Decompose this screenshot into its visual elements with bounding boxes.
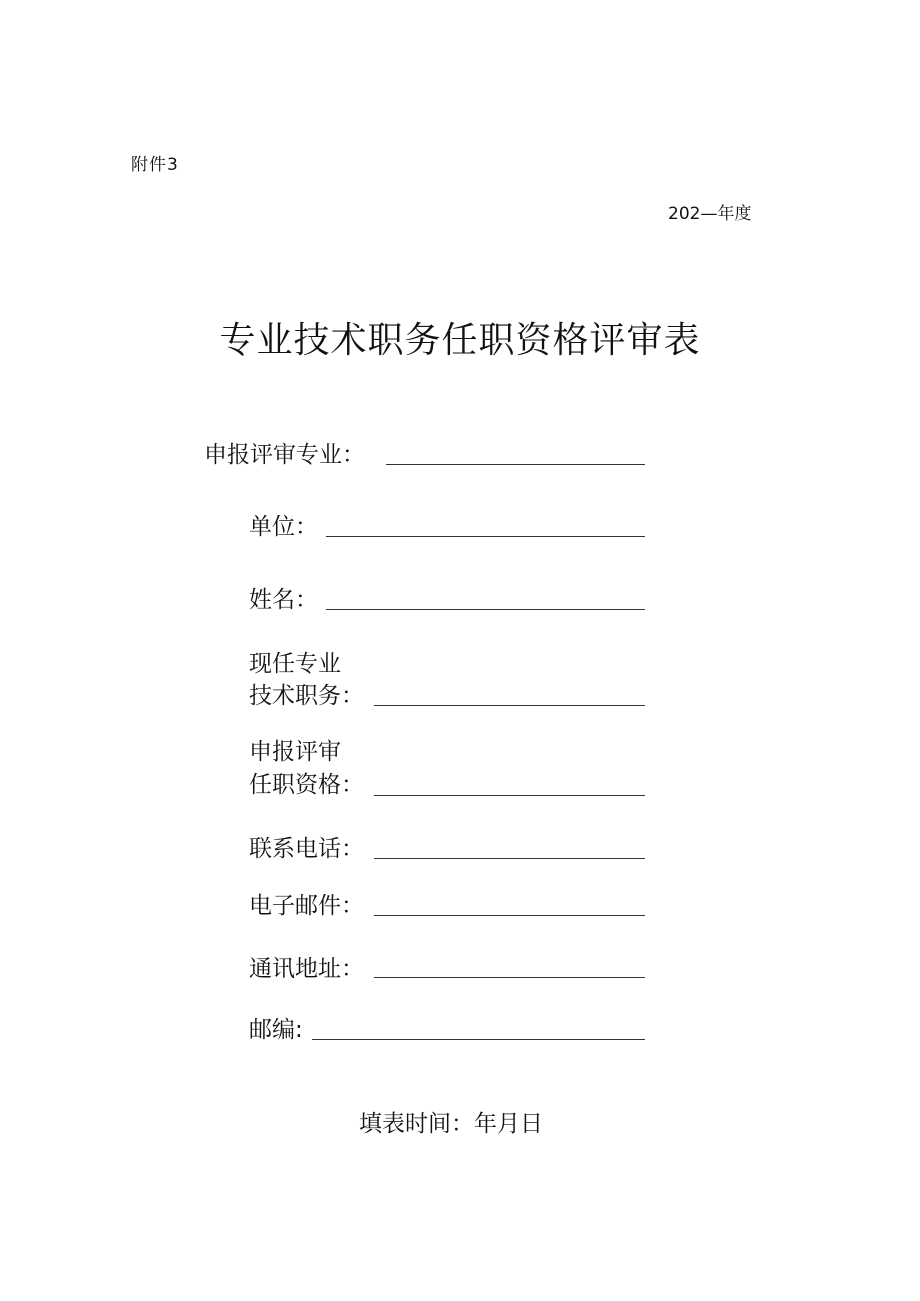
fill-date-label: 填表时间：年月日 xyxy=(359,1111,543,1137)
name-label: 姓名： xyxy=(249,587,318,613)
attachment-label: 附件3 xyxy=(131,155,179,175)
specialty-label: 申报评审专业： xyxy=(204,442,365,468)
unit-label: 单位： xyxy=(249,514,318,540)
address-label: 通讯地址： xyxy=(249,956,364,982)
current-title-label-line2: 技术职务： xyxy=(249,683,364,709)
page-title: 专业技术职务任职资格评审表 xyxy=(219,320,701,361)
address-field[interactable] xyxy=(374,977,645,978)
postcode-label: 邮编: xyxy=(249,1017,303,1043)
email-field[interactable] xyxy=(374,915,645,916)
name-field[interactable] xyxy=(326,609,645,610)
apply-qualification-field[interactable] xyxy=(374,795,645,796)
email-label: 电子邮件： xyxy=(249,893,364,919)
current-title-field[interactable] xyxy=(374,705,645,706)
specialty-field[interactable] xyxy=(386,464,645,465)
phone-field[interactable] xyxy=(374,858,645,859)
unit-field[interactable] xyxy=(326,536,645,537)
year-label: 202—年度 xyxy=(668,204,752,224)
current-title-label-line1: 现任专业 xyxy=(249,651,341,677)
apply-qualification-label-line1: 申报评审 xyxy=(249,739,341,765)
apply-qualification-label-line2: 任职资格： xyxy=(249,772,364,798)
phone-label: 联系电话： xyxy=(249,836,364,862)
postcode-field[interactable] xyxy=(312,1039,645,1040)
